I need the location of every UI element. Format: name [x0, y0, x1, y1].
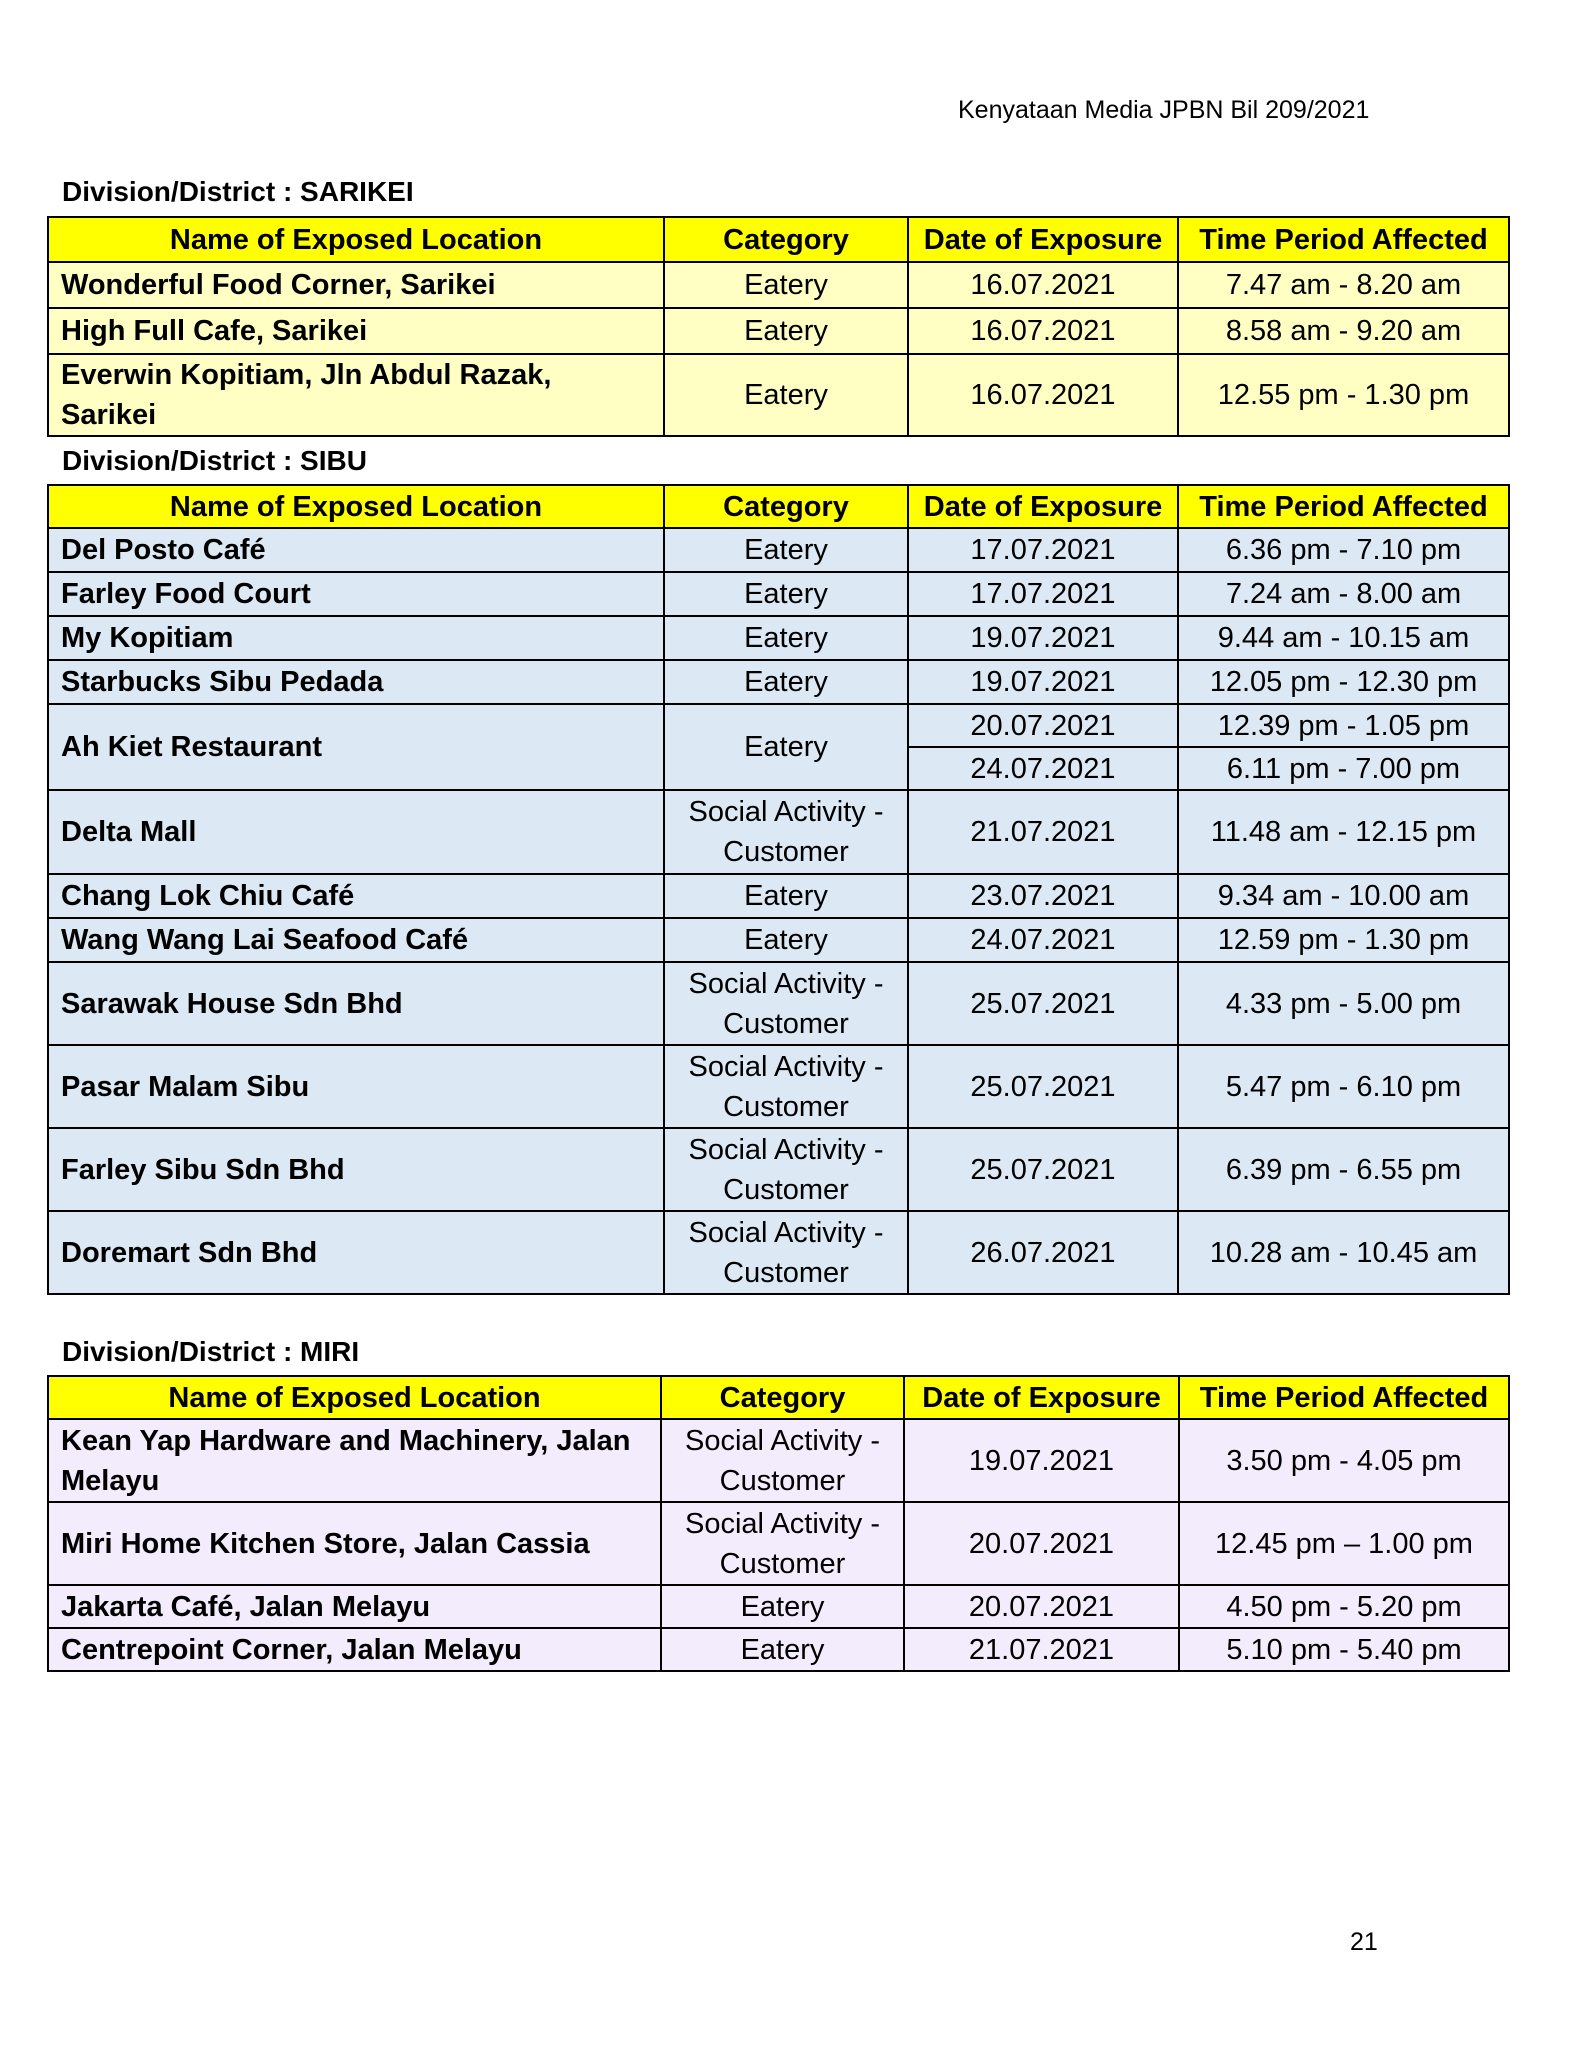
category: Eatery	[664, 704, 908, 790]
category: Eatery	[664, 262, 908, 308]
table-row	[48, 528, 1509, 572]
column-header-category: Category	[664, 485, 908, 528]
time-period: 12.05 pm - 12.30 pm	[1178, 660, 1509, 704]
category: Eatery	[664, 660, 908, 704]
category-line: Social Activity -	[688, 796, 884, 828]
location-name: Jakarta Café, Jalan Melayu	[48, 1585, 661, 1628]
column-header-time: Time Period Affected	[1178, 485, 1509, 528]
table-header-row	[48, 1376, 1509, 1419]
category-line: Social Activity -	[685, 1507, 880, 1540]
category-line: Customer	[723, 1007, 849, 1040]
location-name: Farley Sibu Sdn Bhd	[48, 1128, 664, 1211]
section-title-sibu: Division/District : SIBU	[62, 445, 367, 476]
location-name: Centrepoint Corner, Jalan Melayu	[48, 1628, 661, 1671]
miri-table	[47, 1375, 1510, 1672]
column-header-name: Name of Exposed Location	[48, 217, 664, 262]
category	[664, 1211, 908, 1294]
time-period: 11.48 am - 12.15 pm	[1178, 790, 1509, 874]
exposure-date: 25.07.2021	[908, 1045, 1178, 1128]
time-period: 12.39 pm - 1.05 pm	[1178, 704, 1509, 747]
time-period: 9.34 am - 10.00 am	[1178, 874, 1509, 918]
category-line: Customer	[723, 1173, 849, 1206]
location-name: Sarawak House Sdn Bhd	[48, 962, 664, 1045]
table-row	[48, 962, 1509, 1045]
section-title-sarikei: Division/District : SARIKEI	[62, 176, 414, 207]
category-line: Social Activity -	[688, 1050, 884, 1083]
exposure-date: 19.07.2021	[908, 616, 1178, 660]
location-name: Miri Home Kitchen Store, Jalan Cassia	[48, 1502, 661, 1585]
table-row	[48, 790, 1509, 874]
time-period: 6.11 pm - 7.00 pm	[1178, 747, 1509, 790]
location-name	[48, 1419, 661, 1502]
location-name: Pasar Malam Sibu	[48, 1045, 664, 1128]
location-name-line: Melayu	[61, 1464, 160, 1497]
location-name: High Full Cafe, Sarikei	[48, 308, 664, 354]
table-row	[48, 1585, 1509, 1628]
column-header-date: Date of Exposure	[908, 485, 1178, 528]
table-row	[48, 1128, 1509, 1211]
time-period: 8.58 am - 9.20 am	[1178, 308, 1509, 354]
document-reference: Kenyataan Media JPBN Bil 209/2021	[958, 96, 1370, 124]
category-line: Social Activity -	[685, 1424, 880, 1457]
table-row	[48, 354, 1509, 436]
column-header-time: Time Period Affected	[1179, 1376, 1509, 1419]
category	[664, 962, 908, 1045]
location-name-line: Kean Yap Hardware and Machinery, Jalan	[61, 1424, 631, 1457]
location-name: Everwin Kopitiam, Jln Abdul Razak, Sarikei	[48, 354, 664, 436]
category: Eatery	[661, 1585, 904, 1628]
column-header-date: Date of Exposure	[908, 217, 1178, 262]
location-name: Doremart Sdn Bhd	[48, 1211, 664, 1294]
section-title-miri: Division/District : MIRI	[62, 1336, 360, 1367]
column-header-date: Date of Exposure	[904, 1376, 1179, 1419]
location-name: Del Posto Café	[48, 528, 664, 572]
table-row	[48, 874, 1509, 918]
column-header-category: Category	[661, 1376, 904, 1419]
location-name: Delta Mall	[48, 790, 664, 874]
exposure-date: 19.07.2021	[908, 660, 1178, 704]
time-period: 7.24 am - 8.00 am	[1178, 572, 1509, 616]
table-header-row	[48, 485, 1509, 528]
table-header-row	[48, 217, 1509, 262]
table-row	[48, 308, 1509, 354]
category: Eatery	[661, 1628, 904, 1671]
category: Eatery	[664, 528, 908, 572]
exposure-date: 24.07.2021	[908, 747, 1178, 790]
location-name: Wonderful Food Corner, Sarikei	[48, 262, 664, 308]
exposure-date: 20.07.2021	[908, 704, 1178, 747]
location-name: Farley Food Court	[48, 572, 664, 616]
category-line: Customer	[723, 1090, 849, 1123]
location-name: Ah Kiet Restaurant	[48, 704, 664, 790]
exposure-date: 25.07.2021	[908, 1128, 1178, 1211]
exposure-date: 19.07.2021	[904, 1419, 1179, 1502]
time-period: 5.47 pm - 6.10 pm	[1178, 1045, 1509, 1128]
column-header-name: Name of Exposed Location	[48, 485, 664, 528]
table-row	[48, 918, 1509, 962]
time-period: 9.44 am - 10.15 am	[1178, 616, 1509, 660]
exposure-date: 26.07.2021	[908, 1211, 1178, 1294]
exposure-date: 16.07.2021	[908, 354, 1178, 436]
location-name: Chang Lok Chiu Café	[48, 874, 664, 918]
category	[664, 1045, 908, 1128]
exposure-date: 17.07.2021	[908, 572, 1178, 616]
time-period: 6.36 pm - 7.10 pm	[1178, 528, 1509, 572]
category-line: Customer	[723, 1256, 849, 1289]
table-row	[48, 1211, 1509, 1294]
exposure-date: 17.07.2021	[908, 528, 1178, 572]
sibu-table	[47, 484, 1510, 1295]
page-number: 21	[1350, 1928, 1378, 1956]
time-period: 12.59 pm - 1.30 pm	[1178, 918, 1509, 962]
category: Eatery	[664, 308, 908, 354]
time-period: 7.47 am - 8.20 am	[1178, 262, 1509, 308]
exposure-date: 23.07.2021	[908, 874, 1178, 918]
location-name: Wang Wang Lai Seafood Café	[48, 918, 664, 962]
category-line: Social Activity -	[688, 967, 884, 1000]
category	[664, 790, 908, 874]
category	[664, 1128, 908, 1211]
sarikei-table	[47, 216, 1510, 437]
table-row	[48, 660, 1509, 704]
exposure-date: 21.07.2021	[904, 1628, 1179, 1671]
time-period: 5.10 pm - 5.40 pm	[1179, 1628, 1509, 1671]
category-line: Customer	[719, 1547, 846, 1580]
exposure-date: 16.07.2021	[908, 262, 1178, 308]
table-row	[48, 704, 1509, 747]
category-line: Social Activity -	[688, 1133, 884, 1166]
time-period: 4.50 pm - 5.20 pm	[1179, 1585, 1509, 1628]
exposure-date: 20.07.2021	[904, 1502, 1179, 1585]
exposure-date: 16.07.2021	[908, 308, 1178, 354]
category	[661, 1502, 904, 1585]
category: Eatery	[664, 918, 908, 962]
category	[661, 1419, 904, 1502]
category: Eatery	[664, 874, 908, 918]
time-period: 3.50 pm - 4.05 pm	[1179, 1419, 1509, 1502]
table-row	[48, 1628, 1509, 1671]
table-row	[48, 1045, 1509, 1128]
category: Eatery	[664, 572, 908, 616]
exposure-date: 21.07.2021	[908, 790, 1178, 874]
exposure-date: 24.07.2021	[908, 918, 1178, 962]
table-row	[48, 616, 1509, 660]
category-line: Customer	[719, 1464, 846, 1497]
exposure-date: 20.07.2021	[904, 1585, 1179, 1628]
time-period: 12.55 pm - 1.30 pm	[1178, 354, 1509, 436]
time-period: 4.33 pm - 5.00 pm	[1178, 962, 1509, 1045]
column-header-name: Name of Exposed Location	[48, 1376, 661, 1419]
table-row	[48, 262, 1509, 308]
table-row	[48, 1419, 1509, 1502]
exposure-date: 25.07.2021	[908, 962, 1178, 1045]
category-line: Customer	[723, 836, 849, 868]
category-line: Social Activity -	[688, 1216, 884, 1249]
location-name: My Kopitiam	[48, 616, 664, 660]
table-row	[48, 572, 1509, 616]
location-name: Starbucks Sibu Pedada	[48, 660, 664, 704]
time-period: 12.45 pm – 1.00 pm	[1179, 1502, 1509, 1585]
time-period: 10.28 am - 10.45 am	[1178, 1211, 1509, 1294]
category: Eatery	[664, 354, 908, 436]
category: Eatery	[664, 616, 908, 660]
column-header-category: Category	[664, 217, 908, 262]
time-period: 6.39 pm - 6.55 pm	[1178, 1128, 1509, 1211]
column-header-time: Time Period Affected	[1178, 217, 1509, 262]
table-row	[48, 1502, 1509, 1585]
